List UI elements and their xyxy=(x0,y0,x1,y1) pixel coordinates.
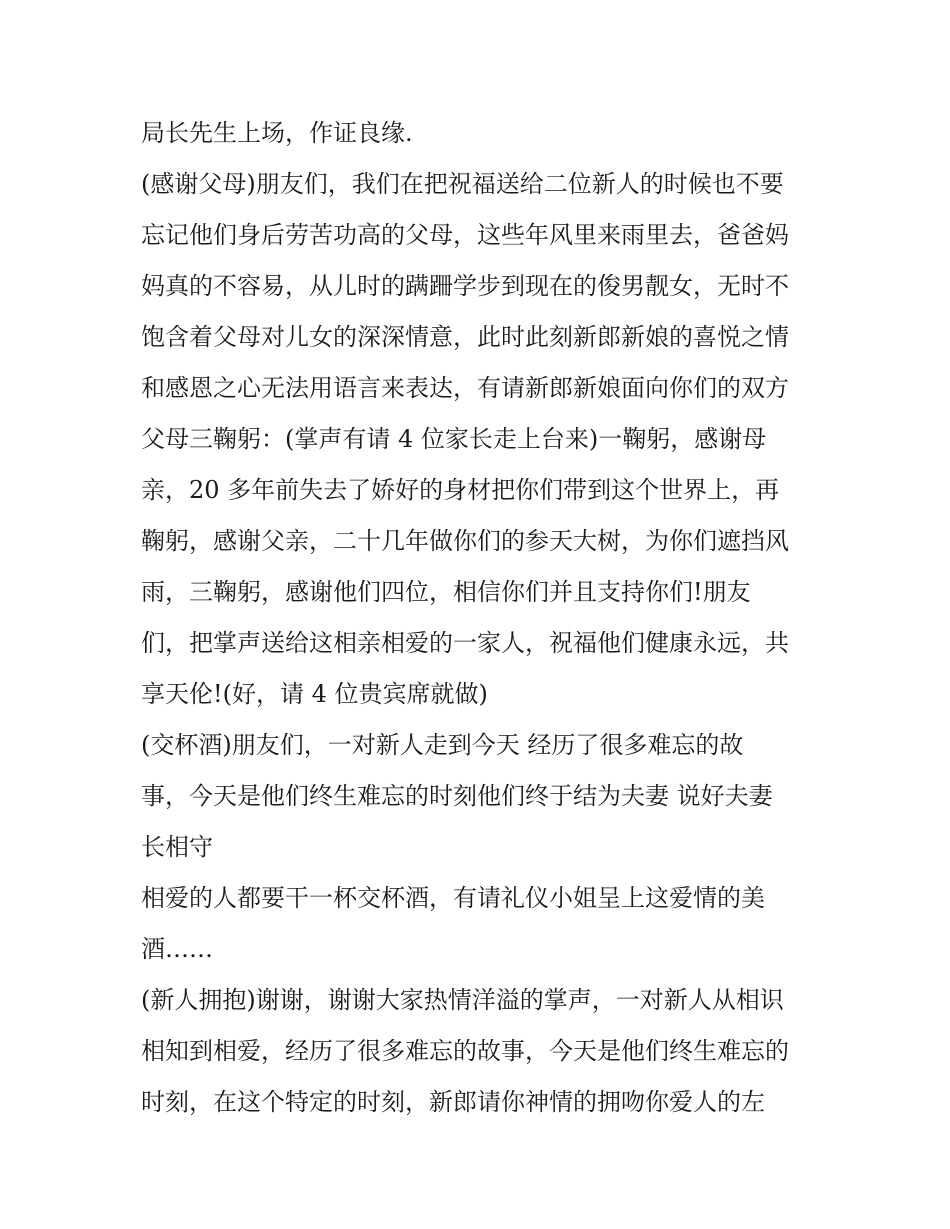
text-line: 相知到相爱，经历了很多难忘的故事，今天是他们终生难忘的 xyxy=(141,1037,789,1065)
document-body xyxy=(141,108,831,1128)
text-line: 和感恩之心无法用语言来表达，有请新郎新娘面向你们的双方 xyxy=(141,374,789,402)
text-line: 局长先生上场，作证良缘. xyxy=(141,119,413,147)
text-line: 父母三鞠躬：(掌声有请 4 位家长走上台来)一鞠躬，感谢母 xyxy=(141,425,767,453)
text-line: 雨，三鞠躬，感谢他们四位，相信你们并且支持你们!朋友 xyxy=(141,578,751,606)
text-line: (新人拥抱)谢谢，谢谢大家热情洋溢的掌声，一对新人从相识 xyxy=(141,986,784,1014)
text-line: 事，今天是他们终生难忘的时刻他们终于结为夫妻 说好夫妻 xyxy=(141,782,773,810)
text-line: (交杯酒)朋友们，一对新人走到今天 经历了很多难忘的故 xyxy=(141,731,744,759)
text-line: 鞠躬，感谢父亲，二十几年做你们的参天大树，为你们遮挡风 xyxy=(141,527,789,555)
text-line: 长相守 xyxy=(141,833,213,861)
text-line: (感谢父母)朋友们，我们在把祝福送给二位新人的时候也不要 xyxy=(141,170,784,198)
text-line: 酒…… xyxy=(141,935,213,963)
text-line: 亲，20 多年前失去了娇好的身材把你们带到这个世界上，再 xyxy=(141,476,780,504)
text-line: 享天伦!(好，请 4 位贵宾席就做) xyxy=(141,680,488,708)
text-line: 们，把掌声送给这相亲相爱的一家人，祝福他们健康永远，共 xyxy=(141,629,789,657)
text-line: 时刻，在这个特定的时刻，新郎请你神情的拥吻你爱人的左 xyxy=(141,1088,765,1116)
text-line: 妈真的不容易，从儿时的蹒跚学步到现在的俊男靓女，无时不 xyxy=(141,272,789,300)
text-line: 饱含着父母对儿女的深深情意，此时此刻新郎新娘的喜悦之情 xyxy=(141,323,789,351)
text-line: 忘记他们身后劳苦功高的父母，这些年风里来雨里去，爸爸妈 xyxy=(141,221,789,249)
text-line: 相爱的人都要干一杯交杯酒，有请礼仪小姐呈上这爱情的美 xyxy=(141,884,765,912)
